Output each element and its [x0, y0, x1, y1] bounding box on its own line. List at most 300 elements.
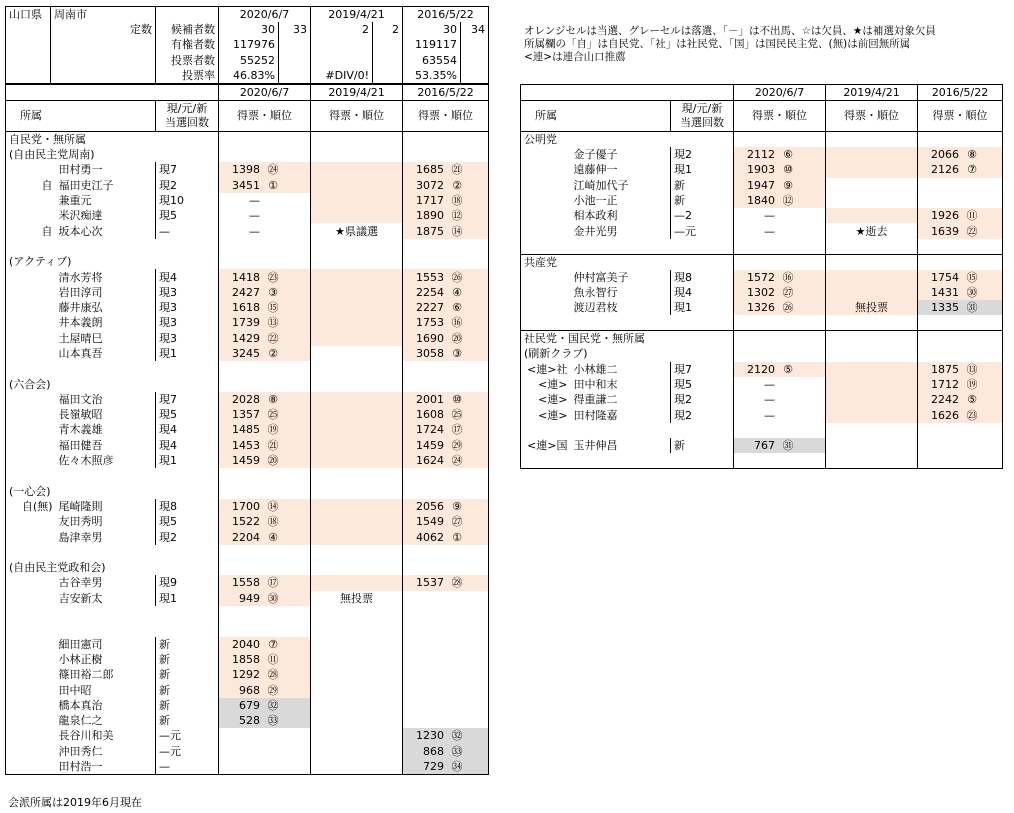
vote-cell — [311, 147, 403, 162]
vote-rank: ⑯ — [451, 316, 463, 330]
candidate-row — [6, 315, 489, 330]
vote-cell — [403, 713, 489, 728]
vote-rank: ⑲ — [267, 423, 279, 437]
vote-cell — [918, 362, 1003, 377]
vote-count: 1292 — [232, 668, 261, 682]
group-label: (六合会) — [6, 376, 219, 391]
term-count: 現1 — [156, 453, 219, 468]
vote-cell — [826, 132, 918, 148]
vote-rank: ⑪ — [267, 652, 279, 666]
vote-cell — [219, 468, 311, 483]
term-count: 現4 — [156, 438, 219, 453]
date-cell: 2020/6/7 — [219, 85, 311, 101]
vote-cell — [918, 193, 1003, 208]
party-prefix — [6, 514, 56, 529]
group-label: 公明党 — [521, 132, 734, 148]
vote-cell — [219, 223, 311, 238]
date-header-row — [521, 85, 1003, 101]
blank-cell — [521, 423, 734, 438]
vote-cell — [403, 514, 489, 529]
candidate-name: 長谷川和美 — [56, 728, 156, 743]
summary-cell: 山口県 — [6, 7, 51, 23]
vote-cell — [403, 132, 489, 148]
candidate-row — [521, 132, 1003, 148]
vote-cell — [826, 331, 918, 347]
party-prefix — [521, 208, 571, 223]
candidate-name: 遠藤伸一 — [571, 162, 671, 177]
candidate-row — [6, 269, 489, 284]
vote-cell — [403, 499, 489, 514]
vote-cell — [826, 162, 918, 177]
party-prefix — [6, 637, 56, 652]
vote-count: 679 — [239, 698, 261, 712]
vote-cell — [311, 499, 403, 514]
candidate-name: 龍泉仁之 — [56, 713, 156, 728]
candidate-row — [521, 193, 1003, 208]
vote-rank: ② — [268, 347, 278, 360]
left-summary-table — [5, 6, 489, 84]
party-prefix: 自(無) — [6, 499, 56, 514]
candidate-row — [521, 300, 1003, 315]
candidate-row — [521, 178, 1003, 193]
right-results-table — [520, 84, 1003, 469]
vote-count: 1459 — [416, 438, 445, 452]
summary-cell: 63554 — [403, 53, 461, 68]
summary-cell — [461, 53, 489, 68]
candidate-row — [521, 147, 1003, 162]
vote-cell — [403, 545, 489, 560]
vote-cell — [219, 545, 311, 560]
summary-row — [6, 53, 489, 68]
candidate-name: 友田秀明 — [56, 514, 156, 529]
vote-cell — [403, 223, 489, 238]
candidate-row — [6, 713, 489, 728]
summary-cell: 有権者数 — [156, 37, 219, 52]
party-prefix — [6, 438, 56, 453]
vote-cell — [403, 744, 489, 759]
summary-cell — [156, 7, 219, 23]
term-count: 新 — [156, 682, 219, 697]
party-prefix: <連> — [521, 407, 571, 422]
candidate-row — [521, 208, 1003, 223]
vote-rank: ④ — [268, 530, 278, 544]
term-count: 現4 — [156, 269, 219, 284]
term-count: 現10 — [156, 193, 219, 208]
candidate-row — [6, 193, 489, 208]
date-spacer — [6, 85, 219, 101]
candidate-row — [6, 682, 489, 697]
vote-cell — [826, 223, 918, 238]
vote-cell — [219, 331, 311, 346]
column-header-row — [6, 101, 489, 132]
vote-count: 949 — [239, 591, 261, 605]
candidate-name: 長嶺敏昭 — [56, 407, 156, 422]
vote-rank: ㉚ — [966, 286, 978, 300]
vote-cell — [403, 728, 489, 743]
candidate-name: 沖田秀仁 — [56, 744, 156, 759]
vote-cell — [311, 193, 403, 208]
vote-rank: ⑦ — [967, 163, 977, 177]
party-prefix — [6, 728, 56, 743]
vote-rank: ⑲ — [966, 378, 978, 391]
vote-count: 3451 — [232, 178, 261, 192]
term-count: —元 — [156, 744, 219, 759]
vote-cell — [403, 346, 489, 361]
vote-cell — [311, 239, 403, 254]
vote-count: 1947 — [747, 178, 776, 192]
candidate-name: 岩田淳司 — [56, 285, 156, 300]
vote-cell — [734, 423, 826, 438]
vote-cell — [826, 270, 918, 285]
candidate-row — [6, 254, 489, 269]
vote-rank: ⑫ — [451, 209, 463, 223]
vote-count: 1926 — [931, 209, 960, 223]
vote-cell — [403, 208, 489, 223]
vote-rank: ③ — [268, 285, 278, 299]
party-prefix — [6, 208, 56, 223]
vote-rank: ㉚ — [267, 591, 279, 605]
candidate-name: 金井光男 — [571, 223, 671, 238]
vote-cell — [734, 315, 826, 330]
candidate-row — [6, 606, 489, 621]
vote-cell — [826, 362, 918, 377]
vote-cell — [311, 162, 403, 177]
candidate-name: 篠田裕二郎 — [56, 667, 156, 682]
vote-cell — [918, 162, 1003, 177]
vote-cell — [311, 468, 403, 483]
vote-cell — [219, 453, 311, 468]
vote-cell — [219, 392, 311, 407]
summary-cell — [6, 53, 51, 68]
candidate-row — [6, 652, 489, 667]
vote-rank: ⑯ — [782, 270, 794, 284]
vote-cell — [311, 484, 403, 499]
vote-cell — [826, 254, 918, 270]
vote-count: 1302 — [747, 286, 776, 300]
candidate-row — [6, 499, 489, 514]
date-cell: 2019/4/21 — [311, 85, 403, 101]
term-count: 現3 — [156, 300, 219, 315]
vote-count: — — [764, 393, 776, 407]
vote-cell — [311, 514, 403, 529]
vote-cell — [219, 269, 311, 284]
vote-cell — [403, 667, 489, 682]
vote-count: 1537 — [416, 576, 445, 590]
vote-cell — [918, 423, 1003, 438]
vote-cell — [918, 453, 1003, 468]
candidate-name: 小林雄二 — [571, 362, 671, 377]
candidate-row — [6, 346, 489, 361]
date-cell: 2016/5/22 — [403, 85, 489, 101]
vote-cell — [403, 652, 489, 667]
summary-cell: 2 — [373, 22, 403, 37]
candidate-name: 兼重元 — [56, 193, 156, 208]
term-count: 現1 — [156, 591, 219, 606]
party-prefix — [6, 285, 56, 300]
vote-count: 2001 — [416, 392, 445, 406]
vote-rank: ⑥ — [783, 148, 793, 162]
vote-cell — [918, 270, 1003, 285]
vote-rank: ㉙ — [451, 438, 463, 452]
party-prefix — [6, 453, 56, 468]
vote-cell — [219, 606, 311, 621]
vote-cell — [918, 239, 1003, 254]
vote-cell — [734, 270, 826, 285]
vote-cell — [403, 315, 489, 330]
vote-rank: ㉞ — [451, 759, 463, 773]
blank-cell — [6, 361, 219, 376]
date-cell: 2020/6/7 — [734, 85, 826, 101]
vote-cell — [219, 621, 311, 636]
term-count: 現2 — [671, 392, 734, 407]
vote-cell — [403, 178, 489, 193]
candidate-row — [521, 362, 1003, 377]
term-count: 現8 — [671, 270, 734, 285]
candidate-name: 土屋晴巳 — [56, 331, 156, 346]
candidate-name: 玉井伸昌 — [571, 438, 671, 453]
vote-cell — [403, 239, 489, 254]
candidate-name: 山本真吾 — [56, 346, 156, 361]
candidate-row — [521, 285, 1003, 300]
candidate-row — [521, 315, 1003, 330]
vote-cell — [826, 239, 918, 254]
candidate-name: 坂本心次 — [56, 223, 156, 238]
candidate-row — [521, 438, 1003, 453]
term-count: 現9 — [156, 575, 219, 590]
summary-cell — [51, 68, 156, 84]
vote-cell — [826, 315, 918, 330]
vote-rank: ㉔ — [267, 163, 279, 177]
candidate-name: 相本政利 — [571, 208, 671, 223]
blank-cell — [521, 239, 734, 254]
candidate-name: 佐々木照彦 — [56, 453, 156, 468]
vote-cell — [219, 162, 311, 177]
vote-count: 3072 — [416, 178, 445, 192]
date-header-row — [6, 85, 489, 101]
header-count: 現/元/新 当選回数 — [671, 101, 734, 132]
vote-count: 1453 — [232, 438, 261, 452]
summary-cell: 2016/5/22 — [403, 7, 489, 23]
vote-rank: ⑦ — [268, 637, 278, 651]
candidate-row — [6, 162, 489, 177]
vote-cell — [311, 621, 403, 636]
candidate-row — [6, 698, 489, 713]
vote-rank: ⑨ — [452, 499, 462, 513]
vote-count: 1700 — [232, 499, 261, 513]
candidate-name: 田村浩一 — [56, 759, 156, 775]
candidate-row — [6, 438, 489, 453]
vote-count: 2204 — [232, 530, 261, 544]
candidate-row — [6, 147, 489, 162]
vote-cell — [311, 315, 403, 330]
vote-cell — [918, 377, 1003, 392]
vote-count: 2120 — [747, 362, 776, 376]
candidate-row — [521, 423, 1003, 438]
vote-cell — [219, 315, 311, 330]
candidate-name: 福田吏江子 — [56, 178, 156, 193]
vote-cell — [734, 254, 826, 270]
group-label: (アクティブ) — [6, 254, 219, 269]
candidate-row — [6, 637, 489, 652]
vote-count: 2028 — [232, 392, 261, 406]
vote-rank: ⑳ — [451, 331, 463, 345]
vote-cell — [734, 438, 826, 453]
date-cell: 2016/5/22 — [918, 85, 1003, 101]
vote-count: 2227 — [416, 301, 445, 315]
legend-notes — [524, 25, 936, 64]
party-prefix: <連> — [521, 392, 571, 407]
party-prefix — [521, 147, 571, 162]
vote-cell — [219, 300, 311, 315]
candidate-name: 福田健吾 — [56, 438, 156, 453]
vote-cell — [826, 285, 918, 300]
vote-cell — [311, 453, 403, 468]
summary-cell — [373, 68, 403, 84]
vote-rank: ⑳ — [267, 454, 279, 468]
vote-rank: ⑫ — [782, 194, 794, 208]
candidate-row — [6, 361, 489, 376]
vote-count: 1549 — [416, 515, 445, 529]
summary-cell — [279, 68, 311, 84]
vote-count: 1626 — [931, 408, 960, 422]
candidate-row — [6, 223, 489, 238]
vote-cell — [219, 254, 311, 269]
candidate-name: 吉安新太 — [56, 591, 156, 606]
candidate-row — [6, 178, 489, 193]
vote-cell — [403, 591, 489, 606]
vote-cell — [219, 698, 311, 713]
vote-cell — [918, 285, 1003, 300]
vote-note: 無投票 — [855, 301, 889, 315]
vote-count: 528 — [239, 714, 261, 728]
vote-cell — [734, 453, 826, 468]
vote-cell — [219, 285, 311, 300]
candidate-row — [6, 744, 489, 759]
candidate-name: 魚永智行 — [571, 285, 671, 300]
group-label: (自由民主党政和会) — [6, 560, 219, 575]
term-count: 現3 — [156, 331, 219, 346]
party-prefix: <連>国 — [521, 438, 571, 453]
vote-cell — [403, 392, 489, 407]
summary-cell — [279, 53, 311, 68]
term-count: 新 — [671, 438, 734, 453]
vote-rank: ⑰ — [451, 423, 463, 437]
candidate-row — [6, 208, 489, 223]
candidate-row — [6, 621, 489, 636]
party-prefix — [521, 193, 571, 208]
summary-cell: 117976 — [219, 37, 279, 52]
term-count: 現4 — [156, 422, 219, 437]
term-count: 新 — [156, 698, 219, 713]
summary-cell: 候補者数 — [156, 22, 219, 37]
vote-cell — [734, 285, 826, 300]
note-line: <連>は連合山口推薦 — [524, 51, 626, 63]
vote-cell — [403, 575, 489, 590]
vote-count: 1724 — [416, 423, 445, 437]
vote-cell — [403, 560, 489, 575]
vote-cell — [219, 591, 311, 606]
vote-cell — [918, 300, 1003, 315]
party-prefix: <連> — [521, 377, 571, 392]
vote-cell — [219, 514, 311, 529]
candidate-name: 渡辺君枝 — [571, 300, 671, 315]
candidate-row — [521, 392, 1003, 407]
term-count: 新 — [671, 178, 734, 193]
group-label: (自由民主党周南) — [6, 147, 219, 162]
vote-cell — [734, 132, 826, 148]
vote-rank: ㉖ — [782, 301, 794, 315]
vote-count: 767 — [754, 439, 776, 453]
vote-cell — [734, 331, 826, 347]
vote-cell — [403, 759, 489, 775]
vote-rank: ㉔ — [451, 454, 463, 468]
candidate-row — [521, 162, 1003, 177]
candidate-name: 江崎加代子 — [571, 178, 671, 193]
candidate-row — [521, 331, 1003, 347]
vote-cell — [403, 606, 489, 621]
vote-rank: ⑮ — [966, 270, 978, 284]
vote-cell — [311, 667, 403, 682]
vote-cell — [219, 682, 311, 697]
candidate-row — [6, 560, 489, 575]
vote-rank: ㉛ — [966, 301, 978, 315]
vote-cell — [403, 422, 489, 437]
party-prefix — [6, 269, 56, 284]
vote-rank: ㉖ — [451, 270, 463, 284]
vote-cell — [403, 193, 489, 208]
vote-rank: ㉝ — [267, 714, 279, 728]
party-prefix — [6, 744, 56, 759]
term-count: — — [156, 223, 219, 238]
summary-row — [6, 7, 489, 23]
vote-count: 1431 — [931, 286, 960, 300]
summary-cell — [6, 22, 51, 37]
date-cell: 2019/4/21 — [826, 85, 918, 101]
vote-cell — [734, 377, 826, 392]
party-prefix — [6, 575, 56, 590]
vote-cell — [403, 162, 489, 177]
candidate-row — [521, 407, 1003, 422]
summary-cell — [461, 37, 489, 52]
vote-rank: ① — [452, 530, 462, 544]
summary-cell: 46.83% — [219, 68, 279, 84]
summary-cell — [51, 53, 156, 68]
candidate-name: 田中昭 — [56, 682, 156, 697]
vote-cell — [826, 208, 918, 223]
group-label: (刷新クラブ) — [521, 346, 734, 361]
candidate-name: 藤井康弘 — [56, 300, 156, 315]
vote-cell — [219, 239, 311, 254]
candidate-name: 尾崎隆則 — [56, 499, 156, 514]
candidate-name: 古谷幸男 — [56, 575, 156, 590]
party-prefix — [521, 300, 571, 315]
vote-cell — [734, 392, 826, 407]
vote-count: — — [764, 378, 776, 391]
vote-rank: ⑮ — [267, 301, 279, 315]
vote-count: — — [764, 408, 776, 422]
vote-cell — [734, 178, 826, 193]
header-vote: 得票・順位 — [219, 101, 311, 132]
vote-cell — [219, 652, 311, 667]
vote-rank: ㉒ — [267, 331, 279, 345]
term-count: 現5 — [156, 407, 219, 422]
party-prefix — [6, 392, 56, 407]
vote-rank: ㉑ — [267, 438, 279, 452]
vote-count: 1326 — [747, 301, 776, 315]
vote-cell — [219, 575, 311, 590]
vote-cell — [403, 376, 489, 391]
vote-rank: ㉜ — [451, 729, 463, 743]
